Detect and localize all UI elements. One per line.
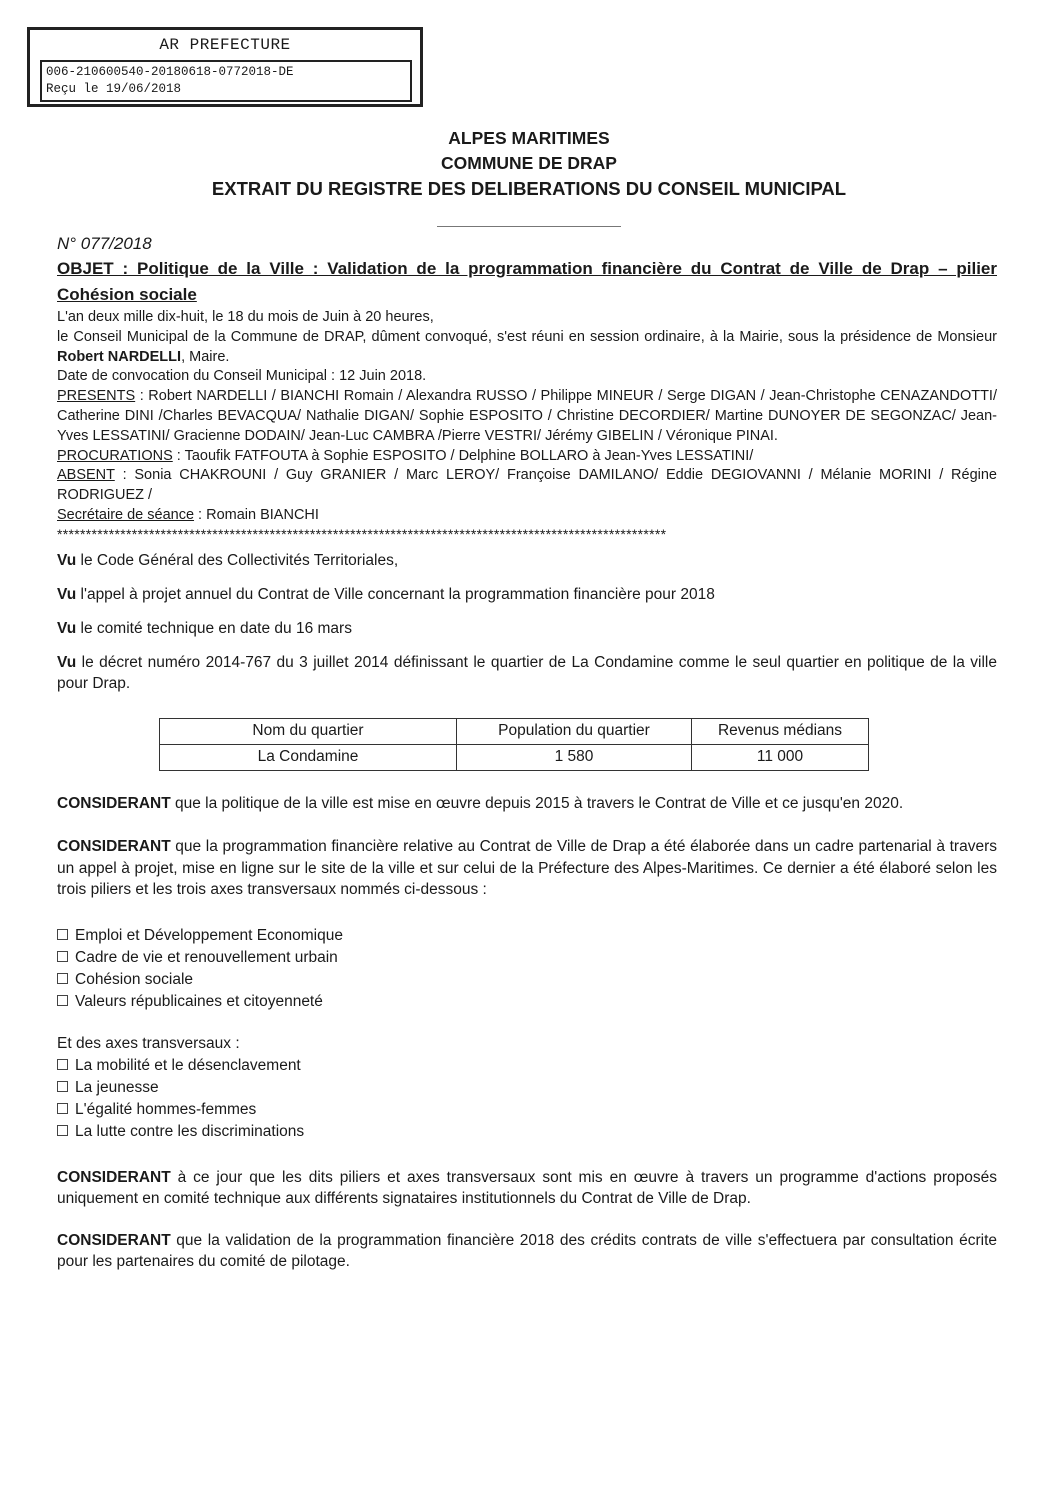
vu-clause-1 [57, 550, 997, 571]
axes-label: Et des axes transversaux : [57, 1034, 240, 1052]
vu-clause-3 [57, 618, 997, 639]
list-item-label: Cohésion sociale [75, 970, 194, 988]
list-item [57, 1077, 997, 1099]
vu-label: Vu [57, 551, 77, 569]
list-item [57, 925, 997, 947]
table-cell: 1 580 [457, 744, 692, 770]
table-row [160, 744, 869, 770]
considerant-1 [57, 793, 997, 815]
list-item [57, 1099, 997, 1121]
deliberation-body [57, 232, 997, 1273]
session-convocation-text [57, 328, 997, 368]
procurations-list [57, 447, 997, 467]
checkbox-icon [57, 1103, 68, 1114]
vu-clause-4 [57, 652, 997, 694]
secretary-label: Secrétaire de séance [57, 506, 195, 523]
considerant-text: à ce jour que les dits piliers et axes transversaux sont mis en œuvre à travers un programme d'actions proposés uniquement en comité technique aux différents signataires institutionnels du Contrat de Ville de Drap. [57, 1168, 997, 1208]
asterisk-separator: ********************************************************************************************************** [57, 525, 667, 542]
vu-text: le décret numéro 2014-767 du 3 juillet 2014 définissant le quartier de La Condamine comme le seul quartier en politique de la ville pour Drap. [57, 653, 997, 692]
presents-label: PRESENTS [57, 388, 136, 405]
table-header-row [160, 718, 869, 744]
list-item-label: Valeurs républicaines et citoyenneté [75, 992, 323, 1010]
vu-label: Vu [57, 653, 77, 671]
list-item-label: L'égalité hommes-femmes [75, 1100, 257, 1118]
considerant-label: CONSIDERANT [57, 794, 171, 812]
secretary-name: : Romain BIANCHI [194, 506, 319, 523]
checkbox-icon [57, 1059, 68, 1070]
session-date: L'an deux mille dix-huit, le 18 du mois de Juin à 20 heures, [57, 309, 434, 325]
table-header: Revenus médians [692, 718, 869, 744]
piliers-list [57, 925, 997, 1013]
list-item-label: Emploi et Développement Economique [75, 926, 343, 944]
session-text: le Conseil Municipal de la Commune de DRAP, dûment convoqué, s'est réuni en session ordinaire, à la Mairie, sous la présidence de Monsieur [57, 328, 997, 345]
stamp-details [40, 60, 412, 102]
vu-label: Vu [57, 585, 77, 603]
list-item-label: La lutte contre les discriminations [75, 1122, 305, 1140]
checkbox-icon [57, 973, 68, 984]
quartier-table [159, 718, 869, 771]
considerant-2 [57, 836, 997, 901]
axes-list [57, 1055, 997, 1143]
table-header: Nom du quartier [160, 718, 457, 744]
deliberation-object: OBJET : Politique de la Ville : Validation de la programmation financière du Contrat de Ville de Drap – pilier Cohésion sociale [57, 259, 997, 304]
header-register-title: EXTRAIT DU REGISTRE DES DELIBERATIONS DU CONSEIL MUNICIPAL [211, 178, 847, 199]
list-item [57, 1055, 997, 1077]
checkbox-icon [57, 929, 68, 940]
mayor-title: , Maire. [181, 348, 230, 365]
absent-label: ABSENT [57, 467, 115, 484]
considerant-label: CONSIDERANT [57, 1168, 171, 1186]
list-item [57, 947, 997, 969]
absent-names: : Sonia CHAKROUNI / Guy GRANIER / Marc LEROY/ Françoise DAMILANO/ Eddie DEGIOVANNI / Mélanie MORINI / Régine RODRIGUEZ / [57, 467, 997, 504]
header-department: ALPES MARITIMES [448, 128, 610, 148]
vu-label: Vu [57, 619, 77, 637]
checkbox-icon [57, 995, 68, 1006]
session-intro [57, 308, 997, 542]
deliberation-number: N° 077/2018 [57, 234, 152, 253]
stamp-received-date: Reçu le 19/06/2018 [46, 82, 182, 96]
table-header: Population du quartier [457, 718, 692, 744]
list-item [57, 1121, 997, 1143]
table-cell: La Condamine [160, 744, 457, 770]
considerant-text: que la programmation financière relative au Contrat de Ville de Drap a été élaborée dans un cadre partenarial à travers un appel à projet, mise en ligne sur le site de la ville et sur celui de la Préfecture des Alpes-Maritimes. Ce dernier a été élaboré selon les trois piliers et les trois axes transversaux nommés ci-dessous : [57, 838, 997, 899]
vu-text: l'appel à projet annuel du Contrat de Ville concernant la programmation financière pour 2018 [76, 585, 715, 603]
checkbox-icon [57, 1081, 68, 1092]
list-item [57, 969, 997, 991]
list-item-label: La mobilité et le désenclavement [75, 1056, 301, 1074]
considerant-4 [57, 1230, 997, 1273]
stamp-title: AR PREFECTURE [159, 36, 291, 54]
checkbox-icon [57, 1125, 68, 1136]
considerant-text: que la validation de la programmation financière 2018 des crédits contrats de ville s'effectuera par consultation écrite pour les partenaires du comité de pilotage. [57, 1231, 997, 1271]
list-item-label: La jeunesse [75, 1078, 159, 1096]
convocation-date: Date de convocation du Conseil Municipal : 12 Juin 2018. [57, 368, 427, 385]
stamp-reference: 006-210600540-20180618-0772018-DE [46, 65, 294, 79]
mayor-name: Robert NARDELLI [57, 348, 182, 365]
vu-text: le comité technique en date du 16 mars [76, 619, 352, 637]
absent-list [57, 466, 997, 506]
vu-clause-2 [57, 584, 997, 605]
list-item-label: Cadre de vie et renouvellement urbain [75, 948, 338, 966]
presents-names: : Robert NARDELLI / BIANCHI Romain / Alexandra RUSSO / Philippe MINEUR / Serge DIGAN / Jean-Christophe CENAZANDOTTI/ Catherine DINI /Charles BEVACQUA/ Nathalie DIGAN/ Sophie ESPOSITO / Christine DECORDIER/ Martine DUNOYER DE SEGONZAC/ Jean-Yves LESSATINI/ Gracienne DODAIN/ Jean-Luc CAMBRA /Pierre VESTRI/ Jérémy GIBELIN / Véronique PINAI. [57, 388, 997, 444]
header-commune: COMMUNE DE DRAP [441, 153, 617, 173]
list-item [57, 991, 997, 1013]
ar-prefecture-stamp [27, 27, 423, 107]
secretary [57, 506, 997, 526]
considerant-label: CONSIDERANT [57, 1231, 171, 1249]
vu-text: le Code Général des Collectivités Territoriales, [76, 551, 399, 569]
presents-list [57, 387, 997, 446]
considerant-3 [57, 1167, 997, 1210]
considerant-text: que la politique de la ville est mise en œuvre depuis 2015 à travers le Contrat de Ville et ce jusqu'en 2020. [170, 794, 904, 812]
procurations-names: : Taoufik FATFOUTA à Sophie ESPOSITO / Delphine BOLLARO à Jean-Yves LESSATINI/ [172, 447, 754, 464]
header-separator [437, 226, 621, 227]
considerant-label: CONSIDERANT [57, 838, 171, 856]
table-cell: 11 000 [692, 744, 869, 770]
procurations-label: PROCURATIONS [57, 447, 173, 464]
checkbox-icon [57, 951, 68, 962]
